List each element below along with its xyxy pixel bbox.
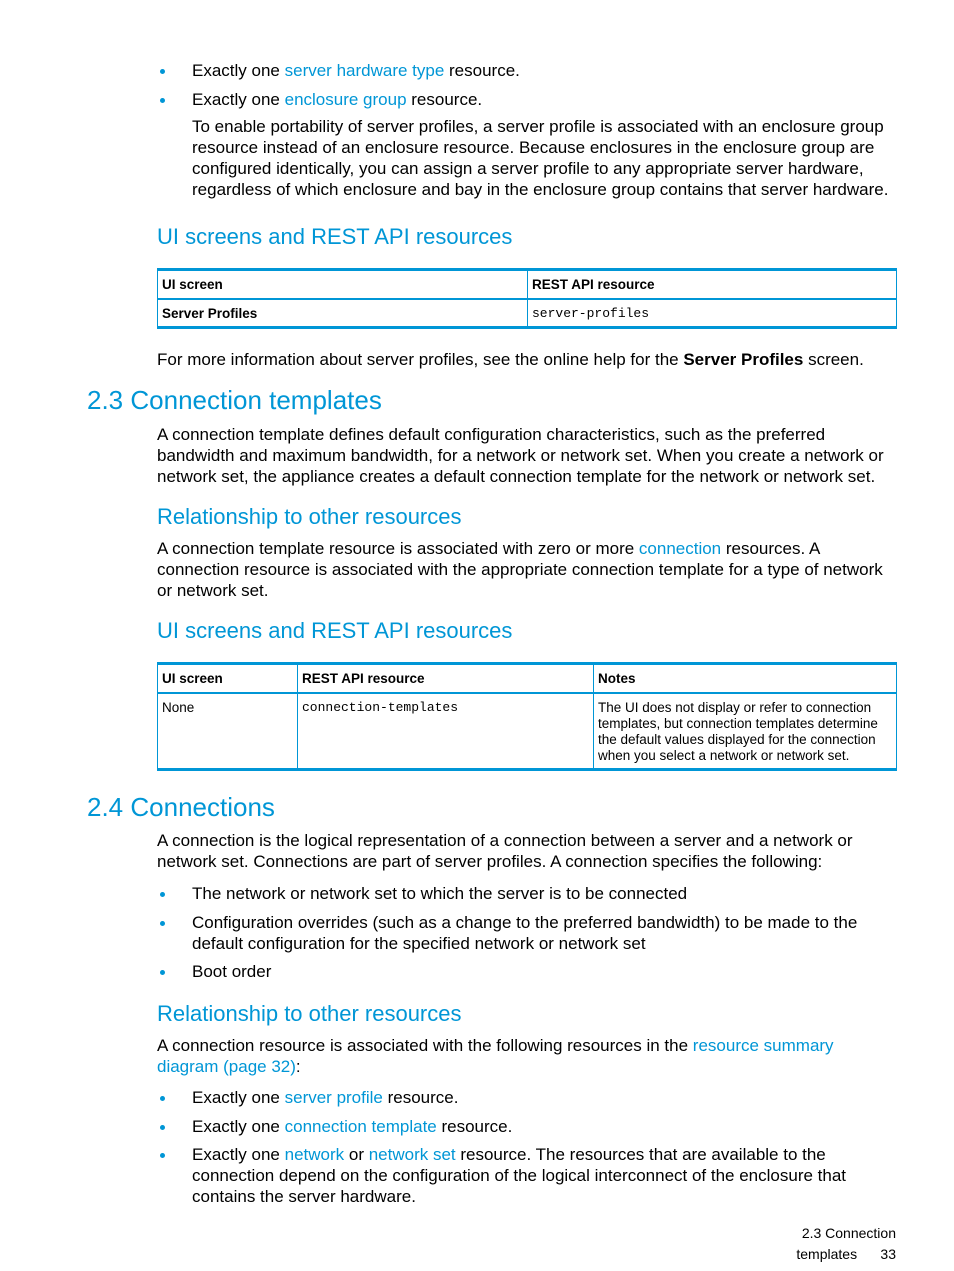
table-header-cell: REST API resource xyxy=(298,664,594,694)
list-item xyxy=(192,1087,898,1108)
list-item: Boot order xyxy=(192,962,272,981)
rel-text: A connection resource is associated with the following resources in the xyxy=(157,1036,693,1055)
bullet-prefix: Exactly one xyxy=(192,61,285,80)
bullet-middle: or xyxy=(344,1145,369,1164)
more-info-text: For more information about server profiles, see the online help for the xyxy=(157,350,684,369)
bullet-suffix: resource. xyxy=(436,1117,513,1136)
bullet-dot xyxy=(160,970,165,975)
bullet-suffix: resource. xyxy=(406,90,483,109)
connection-templates-relationship xyxy=(157,538,899,601)
link-resource-summary-diagram[interactable]: resource summary diagram (page 32) xyxy=(157,1036,834,1076)
connection-templates-table xyxy=(157,662,897,771)
bullet-dot xyxy=(160,1096,165,1101)
bullet-dot xyxy=(160,892,165,897)
table-cell: The UI does not display or refer to connection templates, but connection templates determine the default values displayed for the connection when you select a network or network set. xyxy=(594,693,897,770)
bullet-dot xyxy=(160,1125,165,1130)
list-item xyxy=(192,1116,898,1137)
link-server-profile[interactable]: server profile xyxy=(284,1088,383,1107)
table-cell: Server Profiles xyxy=(158,299,528,328)
link-connection[interactable]: connection xyxy=(638,539,722,558)
bullet-dot xyxy=(160,69,165,74)
bullet-prefix: Exactly one xyxy=(192,1088,285,1107)
link-connection-template[interactable]: connection template xyxy=(284,1117,437,1136)
list-item: The network or network set to which the server is to be connected xyxy=(192,884,688,903)
server-profiles-table xyxy=(157,268,897,329)
table-row xyxy=(158,693,897,770)
bullet-server-hardware-type xyxy=(192,60,898,81)
section-title-connections: 2.4 Connections xyxy=(87,792,275,822)
server-profiles-more-info xyxy=(157,349,899,370)
connections-relationship xyxy=(157,1035,847,1077)
table-cell: connection-templates xyxy=(298,693,594,770)
connection-templates-intro: A connection template defines default configuration characteristics, such as the preferred bandwidth and maximum bandwidth, for a network or network set. When you create a network or network set, the appliance creates a default connection template for the network or network set. xyxy=(157,425,884,486)
bullet-suffix: resource. xyxy=(382,1088,459,1107)
more-info-bold: Server Profiles xyxy=(683,350,804,369)
footer-section: 2.3 Connection templates xyxy=(796,1225,896,1262)
connections-intro: A connection is the logical representation of a connection between a server and a network or network set. Connections are part of server profiles. A connection specifies the following: xyxy=(157,831,853,871)
bullet-prefix: Exactly one xyxy=(192,1145,285,1164)
page-footer xyxy=(700,1223,896,1265)
section-heading-ui-screens-1: UI screens and REST API resources xyxy=(157,224,513,249)
bullet-suffix: resource. The resources that are available to the connection depend on the configuration of the logical interconnect of the enclosure that contains the server hardware. xyxy=(192,1145,847,1206)
more-info-suffix: screen. xyxy=(803,350,864,369)
bullet-enclosure-group xyxy=(192,89,898,110)
rel-text-suffix: resources. A connection resource is associated with the appropriate connection template for a type of network or network set. xyxy=(157,539,883,600)
bullet-dot xyxy=(160,98,165,103)
table-header-cell: Notes xyxy=(594,664,897,694)
table-header-cell: UI screen xyxy=(158,664,298,694)
section-heading-relationship-2: Relationship to other resources xyxy=(157,1001,462,1026)
link-enclosure-group[interactable]: enclosure group xyxy=(284,90,407,109)
bullet-prefix: Exactly one xyxy=(192,1117,285,1136)
link-network[interactable]: network xyxy=(284,1145,345,1164)
table-row xyxy=(158,299,897,328)
portability-paragraph: To enable portability of server profiles, a server profile is associated with an enclosure group resource instead of an enclosure resource. Because enclosures in the enclosure group are configured identically, you can assign a server profile to any appropriate server hardware, regardless of which enclosure and bay in the enclosure group contains that server hardware. xyxy=(192,117,889,199)
table-header-row xyxy=(158,664,897,694)
section-heading-ui-screens-2: UI screens and REST API resources xyxy=(157,618,513,643)
table-cell: None xyxy=(158,693,298,770)
section-heading-relationship-1: Relationship to other resources xyxy=(157,504,462,529)
table-header-cell: UI screen xyxy=(158,270,528,300)
table-header-row xyxy=(158,270,897,300)
table-cell: server-profiles xyxy=(528,299,897,328)
rel-text: A connection template resource is associated with zero or more xyxy=(157,539,639,558)
bullet-dot xyxy=(160,1153,165,1158)
bullet-suffix: resource. xyxy=(444,61,520,80)
table-header-cell: REST API resource xyxy=(528,270,897,300)
list-item xyxy=(192,1144,898,1207)
rel-text-suffix: : xyxy=(295,1057,301,1076)
list-item: Configuration overrides (such as a change to the preferred bandwidth) to be made to the default configuration for the specified network or network set xyxy=(192,913,858,953)
page-number: 33 xyxy=(880,1246,896,1262)
link-server-hardware-type[interactable]: server hardware type xyxy=(284,61,445,80)
section-title-connection-templates: 2.3 Connection templates xyxy=(87,385,382,415)
bullet-dot xyxy=(160,921,165,926)
link-network-set[interactable]: network set xyxy=(368,1145,456,1164)
bullet-prefix: Exactly one xyxy=(192,90,285,109)
